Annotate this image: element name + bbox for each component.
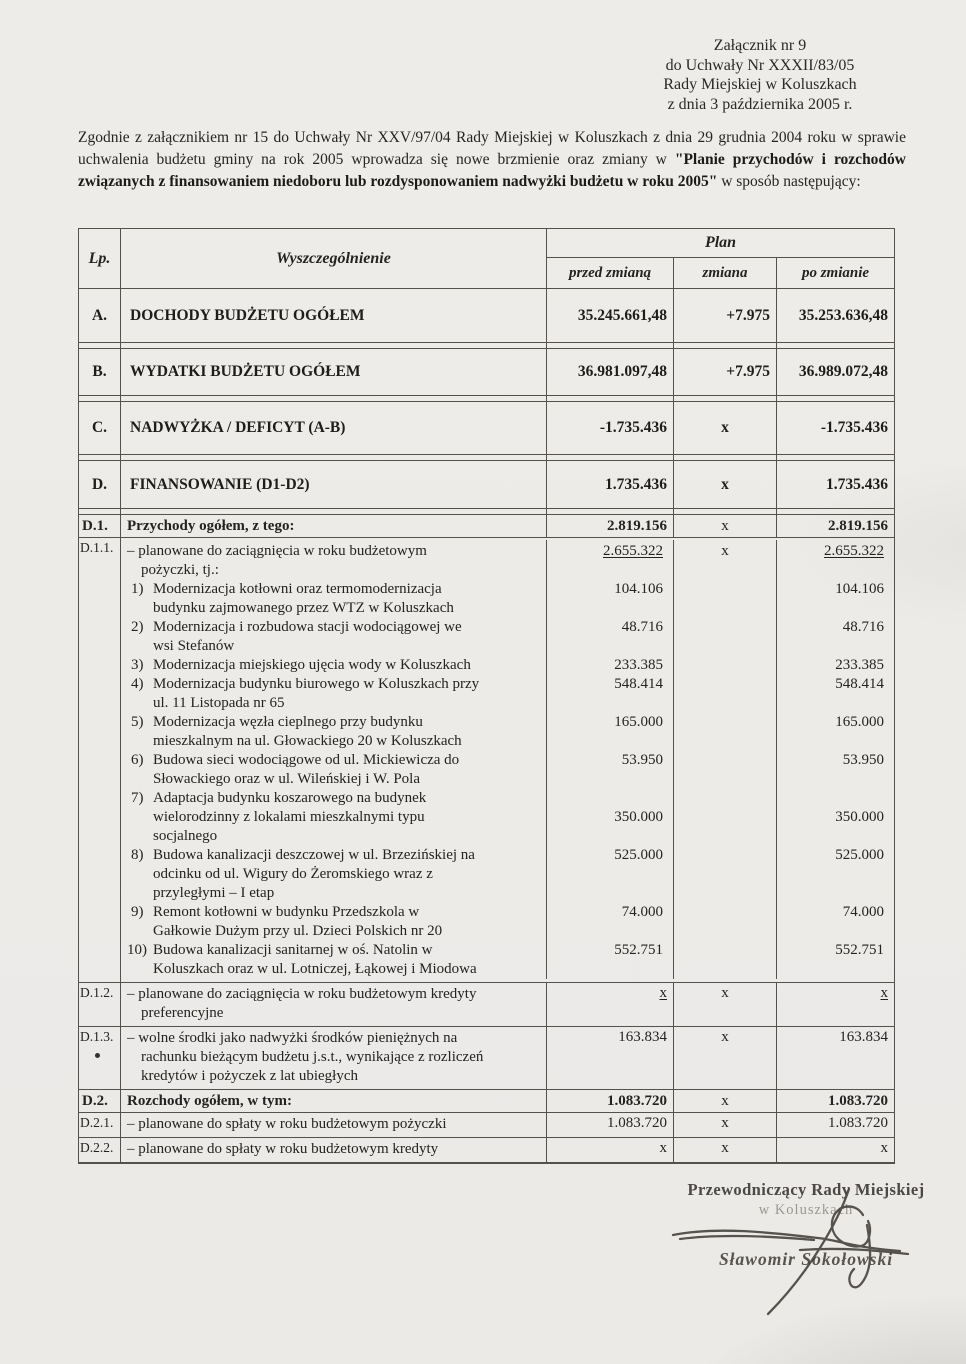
budget-item-row xyxy=(121,751,894,789)
budget-item-text: 9) Remont kotłowni w budynku Przedszkola w Gałkowie Dużym przy ul. Dzieci Polskich nr 20 xyxy=(121,903,547,941)
row-c-lp: C. xyxy=(79,402,121,455)
budget-item-row xyxy=(121,789,894,846)
row-a-po: 35.253.636,48 xyxy=(777,289,894,343)
row-c-zmiana: x xyxy=(674,402,777,455)
attachment-line: Rady Miejskiej w Koluszkach xyxy=(663,76,857,93)
row-d1-zmiana: x xyxy=(674,515,777,538)
table-row-d xyxy=(79,461,894,509)
signature-block xyxy=(650,1180,962,1270)
col-header-wyszczegolnienie: Wyszczególnienie xyxy=(121,229,547,289)
row-d12-label: – planowane do zaciągnięcia w roku budżetowym kredyty preferencyjne xyxy=(127,986,477,1021)
row-d13-zmiana: x xyxy=(674,1027,777,1090)
table-row-d1 xyxy=(79,515,894,538)
budget-item-text: 10) Budowa kanalizacji sanitarnej w oś. Natolin w Koluszkach oraz w ul. Lotniczej, Łąkowej i Miodowa xyxy=(121,941,547,979)
signature-stamp-name: Sławomir Sokołowski xyxy=(718,1249,894,1269)
attachment-line: Załącznik nr 9 xyxy=(713,37,807,54)
table-row-c xyxy=(79,402,894,455)
row-d1-lp: D.1. xyxy=(79,515,121,538)
budget-item-przed: 350.000 xyxy=(547,789,674,846)
col-header-przed-zmiana: przed zmianą xyxy=(547,258,674,289)
row-d-lp: D. xyxy=(79,461,121,509)
table-header-row-1 xyxy=(79,229,894,258)
budget-item-przed: 552.751 xyxy=(547,941,674,979)
col-header-lp: Lp. xyxy=(79,229,121,289)
row-c-label: NADWYŻKA / DEFICYT (A-B) xyxy=(121,402,547,455)
row-d-label: FINANSOWANIE (D1-D2) xyxy=(121,461,547,509)
budget-item-po: 233.385 xyxy=(835,657,884,673)
budget-item-row xyxy=(121,903,894,941)
row-d11-zmiana: x xyxy=(674,540,777,580)
row-d12-po: x xyxy=(880,985,888,1001)
budget-item-po: 548.414 xyxy=(835,676,884,692)
row-d11-header xyxy=(121,538,894,580)
row-d2-po: 1.083.720 xyxy=(777,1090,894,1113)
row-d-zmiana: x xyxy=(674,461,777,509)
budget-item-po: 165.000 xyxy=(835,714,884,730)
table-row-d2 xyxy=(79,1090,894,1113)
row-b-przed: 36.981.097,48 xyxy=(547,349,674,396)
intro-paragraph xyxy=(78,127,906,193)
budget-item-text: 4) Modernizacja budynku biurowego w Koluszkach przy ul. 11 Listopada nr 65 xyxy=(121,675,547,713)
budget-item-przed: 48.716 xyxy=(547,618,674,656)
budget-item-row xyxy=(121,941,894,982)
row-d2-przed: 1.083.720 xyxy=(547,1090,674,1113)
row-d2-lp: D.2. xyxy=(79,1090,121,1113)
row-b-zmiana: +7.975 xyxy=(674,349,777,396)
row-d21-zmiana: x xyxy=(674,1113,777,1138)
budget-item-row xyxy=(121,618,894,656)
budget-item-po: 104.106 xyxy=(835,581,884,597)
intro-text-normal: Zgodnie z załącznikiem nr 15 do Uchwały Nr XXV/97/04 Rady Miejskiej w Koluszkach z dnia 29 grudnia 2004 roku w sprawie uchwalenia budżetu gminy na rok 2005 wprowadza się nowe brzmienie oraz zmiany w xyxy=(78,129,906,168)
row-b-label: WYDATKI BUDŻETU OGÓŁEM xyxy=(121,349,547,396)
budget-item-po: 48.716 xyxy=(842,619,884,635)
budget-item-text: 7) Adaptacja budynku koszarowego na budynek wielorodzinny z lokalami mieszkalnymi typu socjalnego xyxy=(121,789,547,846)
row-d22-po: x xyxy=(777,1138,894,1163)
attachment-header-block xyxy=(610,36,910,114)
intro-text-tail: w sposób następujący: xyxy=(717,173,861,190)
row-d1-po: 2.819.156 xyxy=(777,515,894,538)
row-d-po: 1.735.436 xyxy=(777,461,894,509)
budget-item-przed: 233.385 xyxy=(547,656,674,675)
row-d13-po: 163.834 xyxy=(777,1027,894,1090)
budget-item-przed: 165.000 xyxy=(547,713,674,751)
attachment-line: z dnia 3 października 2005 r. xyxy=(667,95,853,113)
table-row-d21 xyxy=(79,1113,894,1138)
col-header-zmiana: zmiana xyxy=(674,258,777,289)
row-d2-label: Rozchody ogółem, w tym: xyxy=(121,1090,547,1113)
row-d13-lp: D.1.3. xyxy=(79,1027,121,1090)
table-row-d13 xyxy=(79,1027,894,1090)
attachment-line: do Uchwały Nr XXXII/83/05 xyxy=(665,56,855,74)
row-a-zmiana: +7.975 xyxy=(674,289,777,343)
budget-item-row xyxy=(121,713,894,751)
row-d22-label: – planowane do spłaty w roku budżetowym kredyty xyxy=(127,1141,439,1157)
budget-item-text: 6) Budowa sieci wodociągowe od ul. Mickiewicza do Słowackiego oraz w ul. Wileńskiej i W. Pola xyxy=(121,751,547,789)
row-d13-label: – wolne środki jako nadwyżki środków pieniężnych na rachunku bieżącym budżetu j.s.t., wynikające z rozliczeń kredytów i pożyczek z lat ubiegłych xyxy=(127,1030,484,1084)
row-d12-zmiana: x xyxy=(674,983,777,1027)
table-row-b xyxy=(79,349,894,396)
row-c-po: -1.735.436 xyxy=(777,402,894,455)
row-d11-label: – planowane do zaciągnięcia w roku budżetowym pożyczki, tj.: xyxy=(121,540,547,580)
budget-item-przed: 548.414 xyxy=(547,675,674,713)
row-d12-lp: D.1.2. xyxy=(79,983,121,1027)
budget-table xyxy=(78,228,895,1164)
row-a-lp: A. xyxy=(79,289,121,343)
budget-item-po: 53.950 xyxy=(842,752,884,768)
budget-item-po: 525.000 xyxy=(835,847,884,863)
signature-stamp-title: Przewodniczący Rady Miejskiej xyxy=(687,1180,925,1199)
budget-item-przed: 525.000 xyxy=(547,846,674,903)
row-d22-lp: D.2.2. xyxy=(79,1138,121,1163)
budget-item-row xyxy=(121,846,894,903)
budget-item-przed: 104.106 xyxy=(547,580,674,618)
ink-dot xyxy=(95,1053,100,1058)
table-row-a xyxy=(79,289,894,343)
budget-item-text: 8) Budowa kanalizacji deszczowej w ul. Brzezińskiej na odcinku od ul. Wigury do Żeromskiego wraz z przyległymi – I etap xyxy=(121,846,547,903)
row-d21-lp: D.2.1. xyxy=(79,1113,121,1138)
budget-item-row xyxy=(121,675,894,713)
row-a-przed: 35.245.661,48 xyxy=(547,289,674,343)
row-d12-przed: x xyxy=(659,985,667,1001)
budget-item-text: 5) Modernizacja węzła cieplnego przy budynku mieszkalnym na ul. Głowackiego 20 w Koluszkach xyxy=(121,713,547,751)
intro-text-bold: "Planie przychodów i rozchodów związanych z finansowaniem niedoboru lub rozdysponowaniem nadwyżki budżetu w roku 2005" xyxy=(78,151,907,190)
table-row-d12 xyxy=(79,983,894,1027)
table-row-d11 xyxy=(79,538,894,983)
col-header-plan: Plan xyxy=(547,229,894,258)
row-d11-lp: D.1.1. xyxy=(79,538,121,982)
row-b-po: 36.989.072,48 xyxy=(777,349,894,396)
row-d21-label: – planowane do spłaty w roku budżetowym pożyczki xyxy=(127,1116,447,1132)
row-d1-przed: 2.819.156 xyxy=(547,515,674,538)
row-a-label: DOCHODY BUDŻETU OGÓŁEM xyxy=(121,289,547,343)
row-d11-przed: 2.655.322 xyxy=(603,543,663,559)
row-d21-po: 1.083.720 xyxy=(777,1113,894,1138)
signature-stamp-subtitle: w Koluszkach xyxy=(758,1202,854,1218)
budget-item-przed: 53.950 xyxy=(547,751,674,789)
budget-item-row xyxy=(121,656,894,675)
budget-item-text: 3) Modernizacja miejskiego ujęcia wody w Koluszkach xyxy=(121,656,547,675)
budget-item-text: 2) Modernizacja i rozbudowa stacji wodociągowej we wsi Stefanów xyxy=(121,618,547,656)
budget-item-text: 1) Modernizacja kotłowni oraz termomodernizacja budynku zajmowanego przez WTZ w Koluszkach xyxy=(121,580,547,618)
row-b-lp: B. xyxy=(79,349,121,396)
budget-item-po: 74.000 xyxy=(842,904,884,920)
row-d1-label: Przychody ogółem, z tego: xyxy=(121,515,547,538)
row-d22-przed: x xyxy=(547,1138,674,1163)
budget-item-row xyxy=(121,580,894,618)
budget-item-po: 552.751 xyxy=(835,942,884,958)
row-d11-po: 2.655.322 xyxy=(824,543,884,559)
budget-item-przed: 74.000 xyxy=(547,903,674,941)
row-d2-zmiana: x xyxy=(674,1090,777,1113)
row-d13-przed: 163.834 xyxy=(547,1027,674,1090)
row-d22-zmiana: x xyxy=(674,1138,777,1163)
table-row-d22 xyxy=(79,1138,894,1163)
row-c-przed: -1.735.436 xyxy=(547,402,674,455)
col-header-po-zmianie: po zmianie xyxy=(777,258,894,289)
row-d21-przed: 1.083.720 xyxy=(547,1113,674,1138)
row-d-przed: 1.735.436 xyxy=(547,461,674,509)
budget-item-po: 350.000 xyxy=(835,809,884,825)
